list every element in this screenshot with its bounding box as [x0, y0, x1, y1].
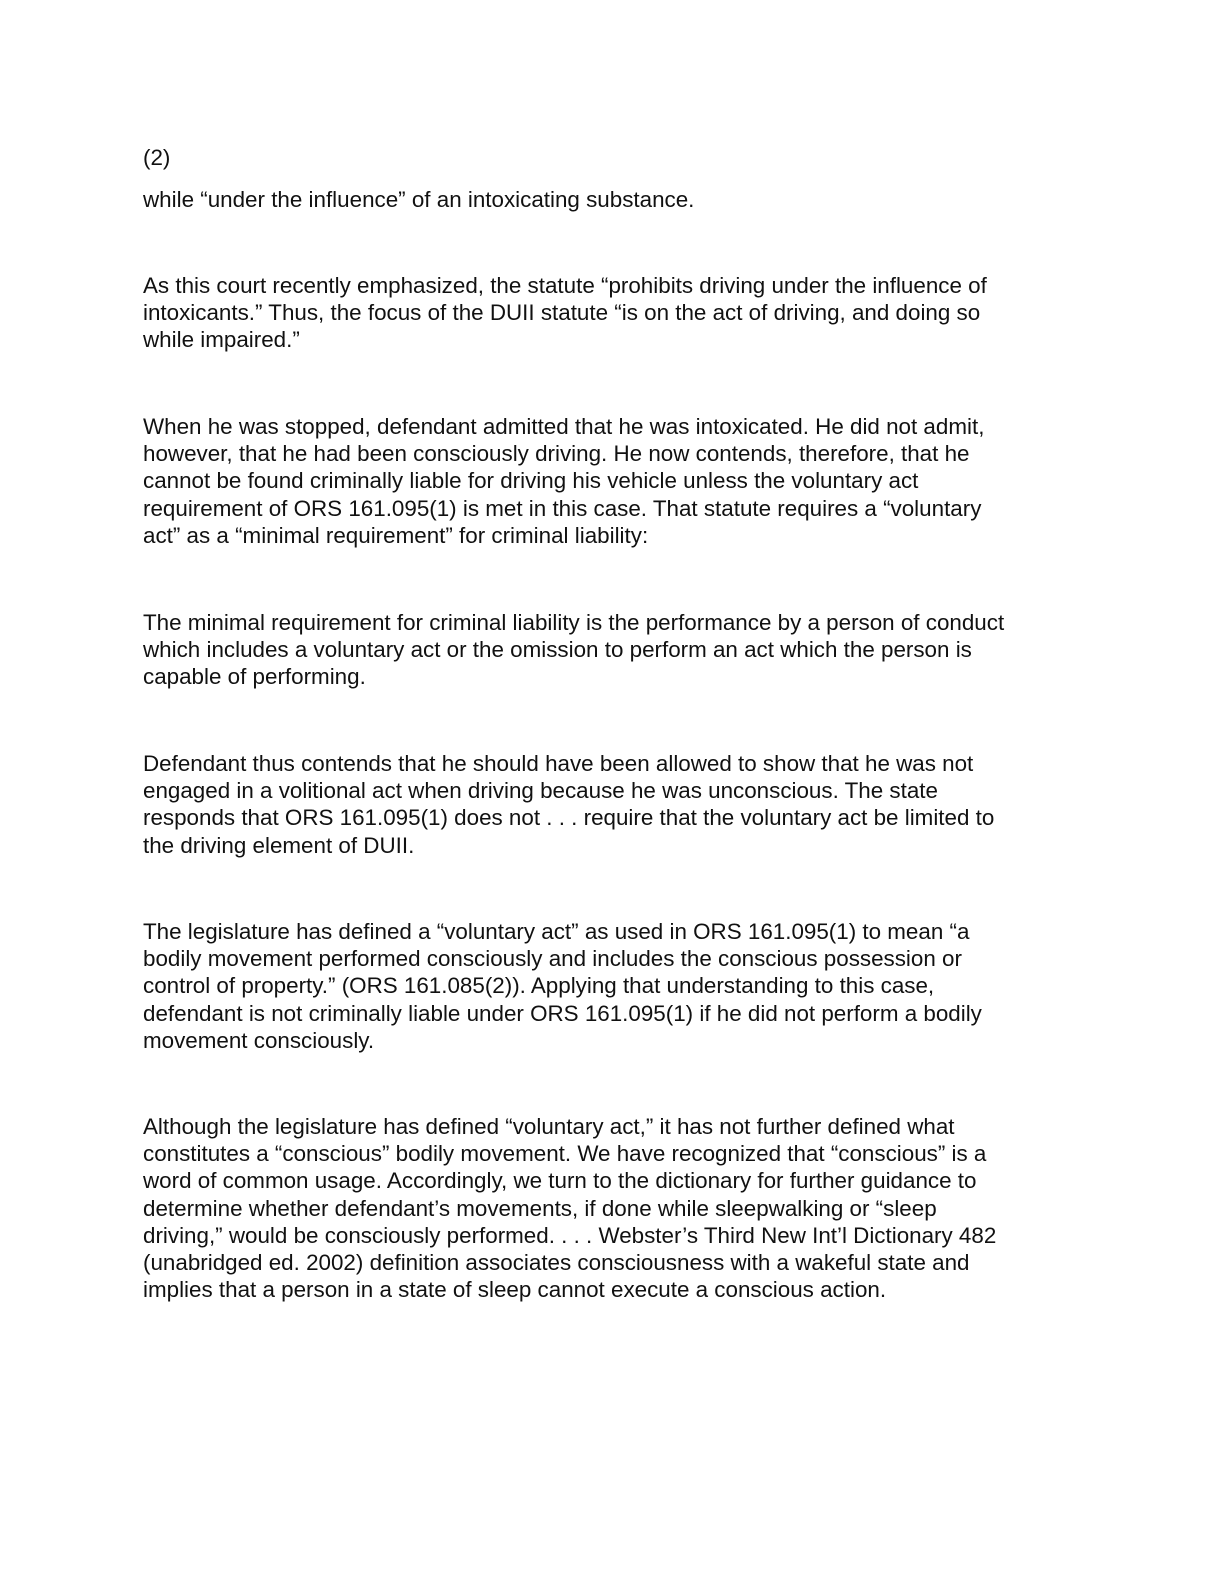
paragraph-line: The minimal requirement for criminal liability is the performance by a person of conduct [143, 610, 1005, 635]
paragraph-line: capable of performing. [143, 664, 366, 690]
paragraph-6 [143, 918, 1083, 1054]
paragraph-line: movement consciously. [143, 1027, 375, 1053]
paragraph-line: The legislature has defined a “voluntary act” as used in ORS 161.095(1) to mean “a [143, 919, 970, 944]
section-number [143, 144, 1083, 171]
paragraph-line: cannot be found criminally liable for driving his vehicle unless the voluntary act [143, 468, 919, 494]
paragraph-line: the driving element of DUII. [143, 832, 415, 858]
paragraph-2 [143, 272, 1083, 354]
paragraph-line: engaged in a volitional act when driving because he was unconscious. The state [143, 778, 938, 804]
paragraph-line: responds that ORS 161.095(1) does not . . . require that the voluntary act be limited to [143, 805, 995, 831]
paragraph-line: Defendant thus contends that he should have been allowed to show that he was not [143, 751, 974, 776]
paragraph-line: which includes a voluntary act or the omission to perform an act which the person is [143, 637, 972, 663]
paragraph-line: word of common usage. Accordingly, we turn to the dictionary for further guidance to [143, 1168, 977, 1194]
quoted-statute-paragraph [143, 609, 1083, 691]
paragraph-line: while “under the influence” of an intoxicating substance. [143, 187, 695, 212]
paragraph-line: determine whether defendant’s movements, if done while sleepwalking or “sleep [143, 1195, 937, 1221]
paragraph-line: act” as a “minimal requirement” for criminal liability: [143, 522, 649, 548]
paragraph-line: implies that a person in a state of sleep cannot execute a conscious action. [143, 1277, 887, 1303]
paragraph-1 [143, 186, 1083, 213]
paragraph-line: intoxicants.” Thus, the focus of the DUII statute “is on the act of driving, and doing so [143, 300, 981, 326]
paragraph-7 [143, 1113, 1083, 1303]
section-number-text: (2) [143, 145, 171, 170]
paragraph-line: Although the legislature has defined “voluntary act,” it has not further defined what [143, 1114, 955, 1139]
paragraph-5 [143, 750, 1083, 859]
paragraph-line: control of property.” (ORS 161.085(2)). Applying that understanding to this case, [143, 973, 935, 999]
paragraph-line: As this court recently emphasized, the statute “prohibits driving under the influence of [143, 273, 987, 298]
paragraph-line: while impaired.” [143, 327, 300, 353]
paragraph-line: however, that he had been consciously driving. He now contends, therefore, that he [143, 441, 970, 467]
paragraph-3 [143, 413, 1083, 549]
paragraph-line: defendant is not criminally liable under ORS 161.095(1) if he did not perform a bodily [143, 1000, 982, 1026]
paragraph-line: (unabridged ed. 2002) definition associates consciousness with a wakeful state and [143, 1250, 970, 1276]
paragraph-line: requirement of ORS 161.095(1) is met in this case. That statute requires a “voluntary [143, 495, 982, 521]
paragraph-line: constitutes a “conscious” bodily movement. We have recognized that “conscious” is a [143, 1141, 987, 1167]
paragraph-line: driving,” would be consciously performed. . . . Webster’s Third New Int’l Dictionary 482 [143, 1222, 997, 1248]
paragraph-line: When he was stopped, defendant admitted that he was intoxicated. He did not admit, [143, 414, 985, 439]
paragraph-line: bodily movement performed consciously and includes the conscious possession or [143, 946, 962, 972]
